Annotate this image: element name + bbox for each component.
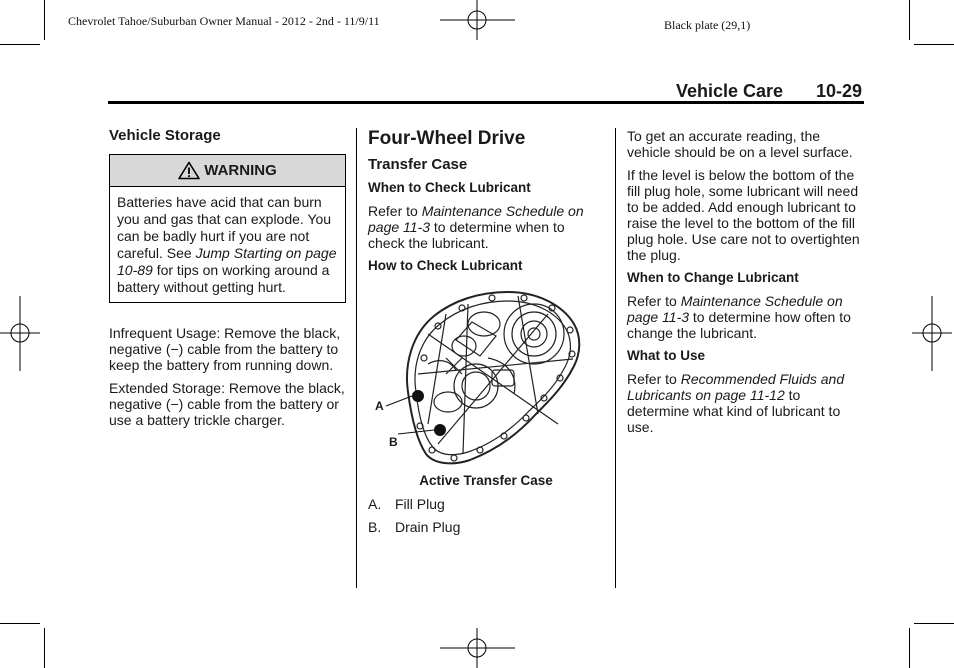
- list-letter: A.: [368, 496, 382, 512]
- column-left: [109, 128, 346, 435]
- cross-reference-link[interactable]: Maintenance Schedule on page 11-3: [627, 293, 843, 325]
- registration-mark-left: [0, 296, 40, 371]
- callout-label-a: A: [375, 399, 384, 413]
- subsection-heading: Transfer Case: [368, 156, 468, 173]
- warning-text-part: Batteries have acid that can burn you and gas that can explode. You can be badly hurt if you are not careful. See: [117, 194, 332, 261]
- plate-info-right: Black plate (29,1): [664, 18, 751, 32]
- text-part: to determine what kind of lubricant to use.: [627, 387, 841, 435]
- callout-label-b: B: [389, 435, 398, 449]
- crop-mark: [914, 44, 954, 45]
- column-divider: [615, 128, 616, 588]
- text-part: Refer to: [627, 293, 681, 309]
- paragraph: Extended Storage: Remove the black, negative (−) cable from the battery or use a battery trickle charger.: [109, 380, 345, 429]
- warning-header: [110, 155, 345, 187]
- paragraph: To get an accurate reading, the vehicle should be on a level surface.: [627, 128, 853, 160]
- list-letter: B.: [368, 519, 382, 535]
- topic-heading: What to Use: [627, 348, 706, 363]
- transfer-case-illustration: [368, 274, 604, 474]
- list-item: [368, 519, 604, 535]
- paragraph: [627, 293, 864, 341]
- section-heading: Four-Wheel Drive: [368, 128, 526, 149]
- warning-triangle-icon: [178, 161, 200, 180]
- cross-reference-link[interactable]: Maintenance Schedule on page 11-3: [368, 203, 584, 235]
- text-part: Refer to: [368, 203, 422, 219]
- crop-mark: [909, 628, 910, 668]
- crop-mark: [44, 628, 45, 668]
- crop-mark: [909, 0, 910, 40]
- text-part: to determine how often to change the lubricant.: [627, 309, 851, 341]
- paragraph: [627, 371, 864, 435]
- transfer-case-figure: [368, 274, 604, 474]
- paragraph: If the level is below the bottom of the fill plug hole, some lubricant will need to be added. Add enough lubricant to raise the level to the bottom of the fill plug hole. Use care not to overtighten the plug.: [627, 167, 860, 263]
- cross-reference-link[interactable]: Jump Starting on page 10-89: [117, 244, 337, 278]
- header-rule: [108, 101, 864, 104]
- paragraph: Infrequent Usage: Remove the black, negative (−) cable from the battery to keep the battery from running down.: [109, 325, 341, 374]
- section-heading: Vehicle Storage: [109, 127, 221, 144]
- figure-caption: Active Transfer Case: [419, 473, 553, 488]
- registration-mark-right: [912, 296, 952, 371]
- column-right: [627, 128, 864, 442]
- crop-mark: [0, 44, 40, 45]
- list-text: Drain Plug: [395, 519, 461, 535]
- plate-info-left: Chevrolet Tahoe/Suburban Owner Manual - 2012 - 2nd - 11/9/11: [68, 14, 380, 28]
- column-divider: [356, 128, 357, 588]
- warning-text-part: for tips on working around a battery without getting hurt.: [117, 261, 330, 295]
- topic-heading: When to Change Lubricant: [627, 270, 799, 285]
- section-title: Vehicle Care: [676, 81, 784, 101]
- page-number: 10-29: [816, 81, 863, 101]
- text-part: to determine when to check the lubricant.: [368, 219, 565, 251]
- column-middle: [368, 128, 604, 542]
- crop-mark: [0, 623, 40, 624]
- paragraph: [368, 203, 604, 251]
- cross-reference-link[interactable]: Recommended Fluids and Lubricants on page 11-12: [627, 371, 845, 403]
- warning-title: WARNING: [204, 161, 277, 179]
- list-text: Fill Plug: [395, 496, 445, 512]
- warning-text: [110, 187, 345, 302]
- registration-mark-bottom: [440, 628, 515, 668]
- topic-heading: How to Check Lubricant: [368, 258, 523, 273]
- list-item: [368, 496, 604, 512]
- crop-mark: [44, 0, 45, 40]
- crop-mark: [914, 623, 954, 624]
- topic-heading: When to Check Lubricant: [368, 180, 531, 195]
- text-part: Refer to: [627, 371, 681, 387]
- warning-box: [109, 154, 346, 303]
- registration-mark-top: [440, 0, 515, 40]
